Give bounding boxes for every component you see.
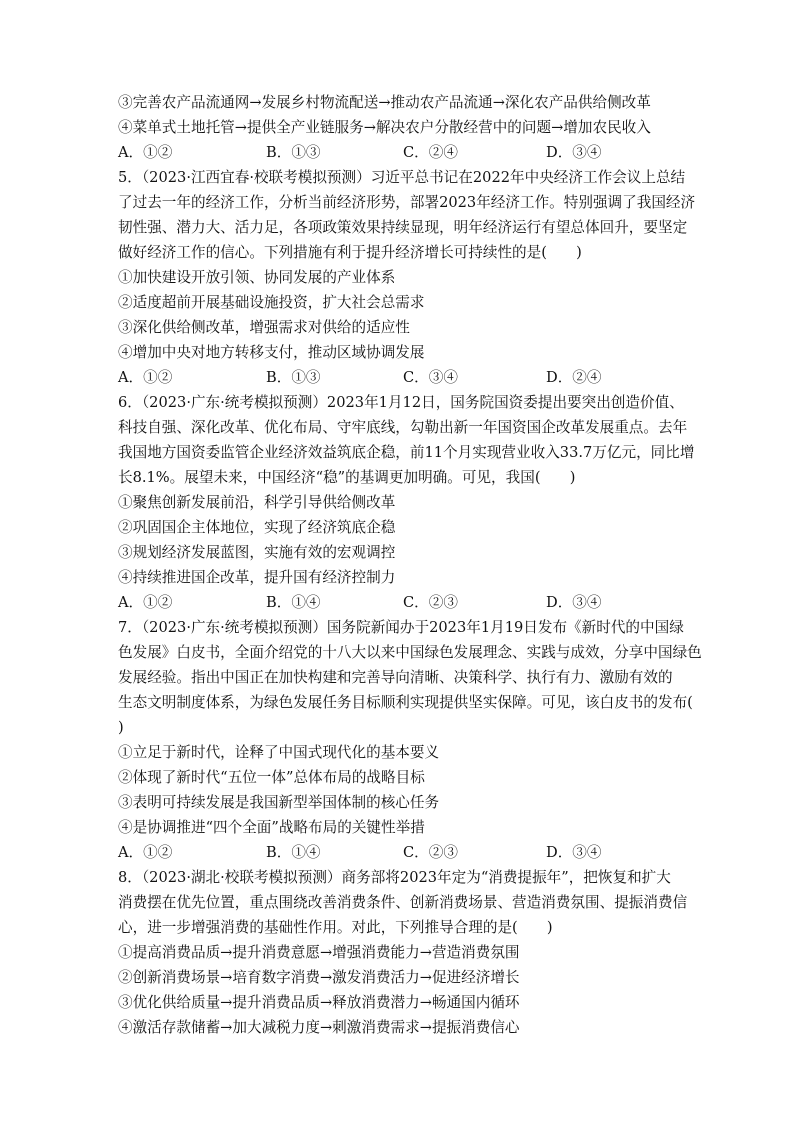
answer-d: D．③④ [546,844,602,861]
question-stem-line: 6．（2023·广东·统考模拟预测）2023年1月12日，国务院国资委提出要突出创造价值、 [118,394,684,411]
question-stem-line: 心，进一步增强消费的基础性作用。对此，下列推导合理的是( ) [118,919,553,936]
answer-a: A．①② [118,144,173,161]
question-stem-line: 韧性强、潜力大、活力足，各项政策效果持续显现，明年经济运行有望总体回升，要坚定 [118,219,688,236]
question-stem-line: 色发展》白皮书，全面介绍党的十八大以来中国绿色发展理念、实践与成效，分享中国绿色 [118,644,702,661]
question-8 [118,868,688,1038]
question-option: ③优化供给质量→提升消费品质→释放消费潜力→畅通国内循环 [118,994,520,1011]
question-option: ③深化供给侧改革，增强需求对供给的适应性 [118,319,410,336]
question-stem-line: 生态文明制度体系，为绿色发展任务目标顺利实现提供坚实保障。可见，该白皮书的发布( [118,694,693,711]
question-stem-line: 科技自强、深化改革、优化布局、守牢底线，勾勒出新一年国资国企改革发展重点。去年 [118,419,688,436]
question-option: ④持续推进国企改革，提升国有经济控制力 [118,569,396,586]
document-page [118,93,702,1043]
prev-option-3: ③完善农产品流通网→发展乡村物流配送→推动农产品流通→深化农产品供给侧改革 [118,94,651,111]
question-option: ②创新消费场景→培育数字消费→激发消费活力→促进经济增长 [118,969,520,986]
question-option: ①加快建设开放引领、协同发展的产业体系 [118,269,396,286]
answer-row [118,593,688,613]
answer-d: D．③④ [546,594,602,611]
question-option: ③表明可持续发展是我国新型举国体制的核心任务 [118,794,440,811]
question-option: ②体现了新时代“五位一体”总体布局的战略目标 [118,769,425,786]
question-stem-line: 消费摆在优先位置，重点围绕改善消费条件、创新消费场景、营造消费氛围、提振消费信 [118,894,688,911]
question-stem-line: 5．（2023·江西宜春·校联考模拟预测）习近平总书记在2022年中央经济工作会议上总结 [118,169,686,186]
question-stem-line: 长8.1%。展望未来，中国经济“稳”的基调更加明确。可见，我国( ) [118,469,576,486]
answer-c: C．②④ [403,144,458,161]
answer-a: A．①② [118,844,173,861]
question-option: ④增加中央对地方转移支付，推动区域协调发展 [118,344,425,361]
question-option: ③规划经济发展蓝图，实施有效的宏观调控 [118,544,396,561]
prev-answer-row [118,143,688,163]
question-option: ④是协调推进“四个全面”战略布局的关键性举措 [118,819,425,836]
answer-b: B．①③ [266,144,321,161]
answer-d: D．③④ [546,144,602,161]
question-stem-line: 做好经济工作的信心。下列措施有利于提升经济增长可持续性的是( ) [118,244,582,261]
answer-c: C．③④ [403,369,458,386]
answer-row [118,843,688,863]
question-5 [118,168,696,388]
answer-c: C．②③ [403,594,458,611]
question-6 [118,393,695,613]
prev-option-4: ④菜单式土地托管→提供全产业链服务→解决农户分散经营中的问题→增加农民收入 [118,119,651,136]
question-stem-line: ) [118,719,124,736]
answer-a: A．①② [118,369,173,386]
question-stem-line: 8．（2023·湖北·校联考模拟预测）商务部将2023年定为“消费提振年”，把恢复和扩大 [118,869,671,886]
answer-row [118,368,688,388]
question-option: ②巩固国企主体地位，实现了经济筑底企稳 [118,519,396,536]
question-option: ①立足于新时代，诠释了中国式现代化的基本要义 [118,744,440,761]
question-7 [118,618,702,863]
question-option: ②适度超前开展基础设施投资，扩大社会总需求 [118,294,425,311]
question-stem-line: 我国地方国资委监管企业经济效益筑底企稳，前11个月实现营业收入33.7万亿元，同比增 [118,444,695,461]
answer-a: A．①② [118,594,173,611]
answer-b: B．①③ [266,369,321,386]
answer-b: B．①④ [266,594,321,611]
answer-d: D．②④ [546,369,602,386]
question-stem-line: 发展经验。指出中国正在加快构建和完善导向清晰、决策科学、执行有力、激励有效的 [118,669,673,686]
question-stem-line: 7．（2023·广东·统考模拟预测）国务院新闻办于2023年1月19日发布《新时代的中国绿 [118,619,684,636]
question-stem-line: 了过去一年的经济工作，分析当前经济形势，部署2023年经济工作。特别强调了我国经济 [118,194,696,211]
answer-c: C．②③ [403,844,458,861]
question-option: ①聚焦创新发展前沿，科学引导供给侧改革 [118,494,396,511]
answer-b: B．①④ [266,844,321,861]
question-option: ①提高消费品质→提升消费意愿→增强消费能力→营造消费氛围 [118,944,520,961]
question-option: ④激活存款储蓄→加大减税力度→刺激消费需求→提振消费信心 [118,1019,520,1036]
